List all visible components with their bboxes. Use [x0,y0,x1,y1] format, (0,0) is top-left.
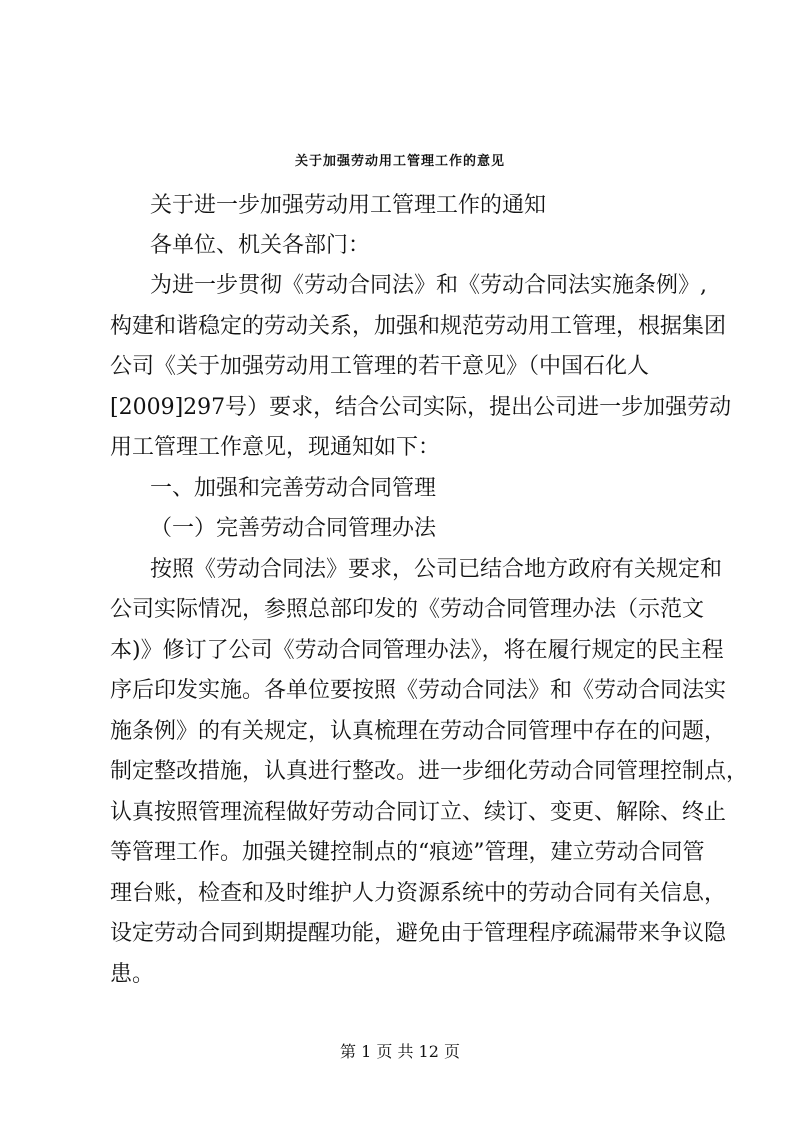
notice-title-line: 关于进一步加强劳动用工管理工作的通知 [150,193,547,218]
paragraph-1-line-5: 用工管理工作意见，现通知如下： [110,435,441,460]
paragraph-2-line-4: 序后印发实施。各单位要按照《劳动合同法》和《劳动合同法实 [110,678,727,703]
section-heading-1: 一、加强和完善劳动合同管理 [150,476,437,501]
document-title: 关于加强劳动用工管理工作的意见 [294,154,505,169]
page-number-footer: 第 1 页 共 12 页 [340,1042,460,1061]
paragraph-2-line-7: 认真按照管理流程做好劳动合同订立、续订、变更、解除、终止 [110,800,727,825]
salutation-line: 各单位、机关各部门： [150,233,371,258]
paragraph-2-line-6: 制定整改措施，认真进行整改。进一步细化劳动合同管理控制点， [110,759,749,784]
paragraph-1-line-2: 构建和谐稳定的劳动关系，加强和规范劳动用工管理，根据集团 [110,314,727,339]
paragraph-2-line-5: 施条例》的有关规定，认真梳理在劳动合同管理中存在的问题， [110,719,727,744]
paragraph-2-line-9: 理台账，检查和及时维护人力资源系统中的劳动合同有关信息， [110,881,727,906]
paragraph-2-line-2: 公司实际情况，参照总部印发的《劳动合同管理办法（示范文 [110,597,705,622]
paragraph-2-line-1: 按照《劳动合同法》要求，公司已结合地方政府有关规定和 [150,557,723,582]
subsection-heading-1: （一）完善劳动合同管理办法 [150,516,437,541]
paragraph-1-line-3: 公司《关于加强劳动用工管理的若干意见》（中国石化人 [110,354,650,379]
paragraph-2-line-11: 患。 [110,962,155,987]
paragraph-1-line-1: 为进一步贯彻《劳动合同法》和《劳动合同法实施条例》, [150,273,707,298]
paragraph-2-line-10: 设定劳动合同到期提醒功能，避免由于管理程序疏漏带来争议隐 [110,921,727,946]
paragraph-2-line-3: 本)》修订了公司《劳动合同管理办法》，将在履行规定的民主程 [110,638,724,663]
paragraph-1-line-4: [2009]297号）要求，结合公司实际，提出公司进一步加强劳动 [110,395,732,420]
paragraph-2-line-8: 等管理工作。加强关键控制点的“痕迹”管理，建立劳动合同管 [110,840,705,865]
